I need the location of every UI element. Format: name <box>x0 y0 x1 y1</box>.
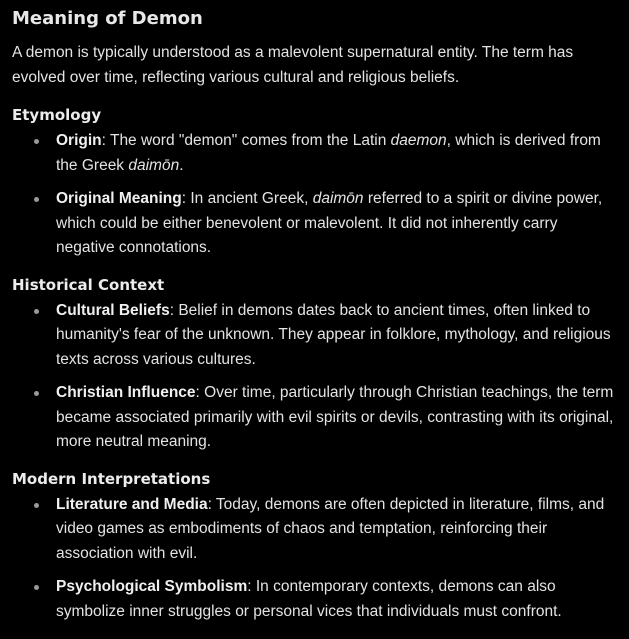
bullet-list <box>12 129 617 261</box>
list-item-text: : Over time, particularly through Christian teachings, the term became associated primarily with evil spirits or devils, contrasting with its original, more neutral meaning. <box>56 384 614 450</box>
italic-term: daimōn <box>312 190 364 207</box>
page-title: Meaning of Demon <box>12 8 203 29</box>
list-item-term: Psychological Symbolism <box>56 578 248 595</box>
list-item-text: : Today, demons are often depicted in literature, films, and video games as embodiments of chaos and temptation, reinforcing their association with evil. <box>56 495 605 562</box>
list-item-term: Christian Influence <box>56 384 196 401</box>
bullet-dot-icon <box>34 391 39 396</box>
list-item <box>12 575 617 624</box>
italic-term: daemon <box>390 132 447 149</box>
list-item-term: Cultural Beliefs <box>56 301 170 319</box>
bullet-dot-icon <box>34 585 39 590</box>
intro-paragraph: A demon is typically understood as a malevolent supernatural entity. The term has evolved over time, reflecting various cultural and religious beliefs. <box>12 44 574 86</box>
section-heading: Historical Context <box>12 275 165 294</box>
list-item-term: Original Meaning <box>56 190 182 207</box>
section-heading: Modern Interpretations <box>12 469 211 488</box>
list-item-term: Literature and Media <box>56 495 208 513</box>
list-item <box>12 129 617 178</box>
list-item-text: : The word "demon" comes from the Latin <box>101 132 391 149</box>
list-item-text: . <box>179 156 184 174</box>
bullet-dot-icon <box>34 139 39 144</box>
list-item <box>12 381 617 455</box>
list-item-text: , which is derived from the Greek <box>56 132 601 174</box>
bullet-dot-icon <box>34 197 39 202</box>
list-item-text: : In ancient Greek, <box>181 190 313 207</box>
italic-term: daimōn <box>128 156 180 174</box>
list-item <box>12 187 617 261</box>
list-item-text: : Belief in demons dates back to ancient times, often linked to humanity's fear of the unknown. They appear in folklore, mythology, and religious texts across various cultures. <box>56 301 611 368</box>
sections-container <box>12 103 617 624</box>
list-item-term: Origin <box>56 132 102 149</box>
list-item-text: : In contemporary contexts, demons can also symbolize inner struggles or personal vices that individuals must confront. <box>56 578 562 620</box>
bullet-dot-icon <box>34 503 39 508</box>
list-item-text: referred to a spirit or divine power, which could be either benevolent or malevolent. It did not inherently carry negative connotations. <box>56 190 603 256</box>
list-item <box>12 299 617 373</box>
bullet-list <box>12 493 617 625</box>
bullet-list <box>12 299 617 455</box>
section-heading: Etymology <box>12 106 102 124</box>
list-item <box>12 493 617 567</box>
bullet-dot-icon <box>34 309 39 314</box>
